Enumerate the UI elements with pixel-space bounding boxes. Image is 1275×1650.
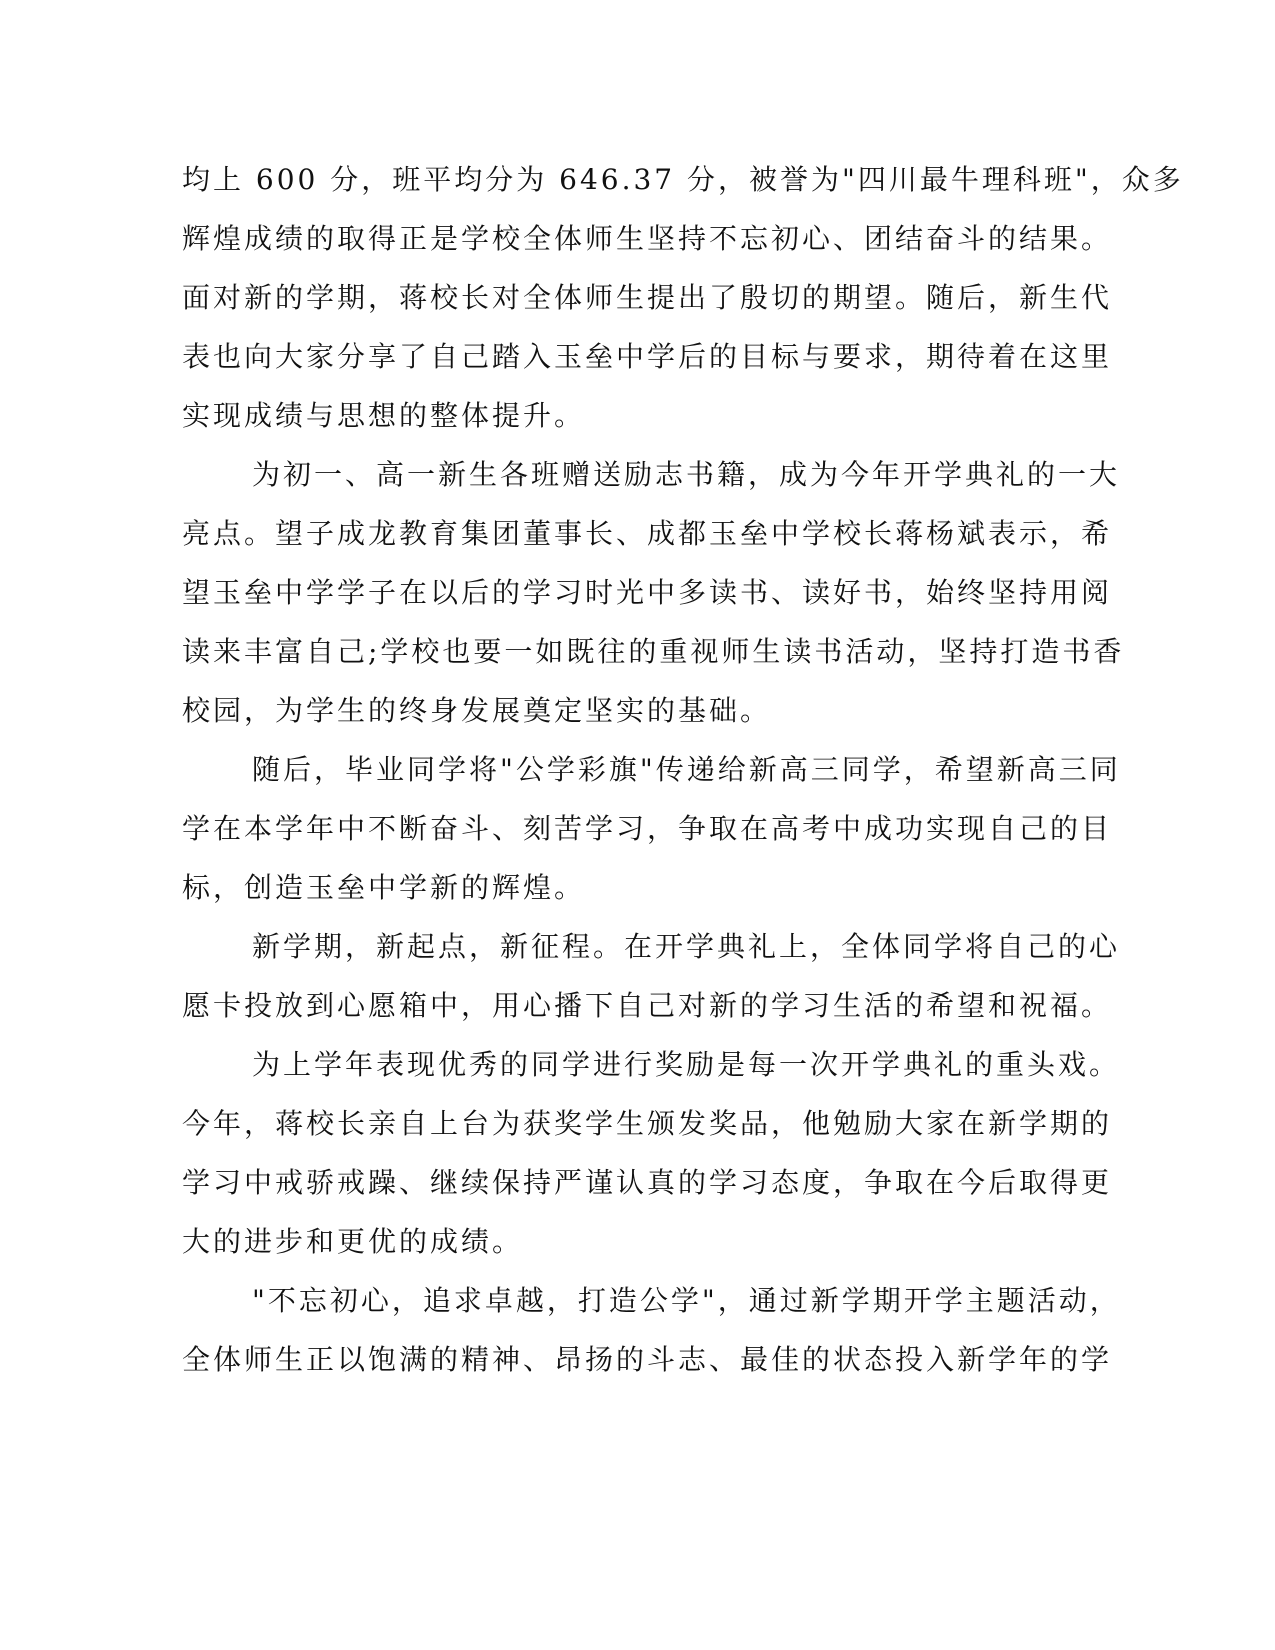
text-line: 均上 600 分，班平均分为 646.37 分，被誉为"四川最牛理科班"，众多 <box>182 163 1184 196</box>
text-line: 全体师生正以饱满的精神、昂扬的斗志、最佳的状态投入新学年的学 <box>182 1343 1113 1376</box>
text-line: 愿卡投放到心愿箱中，用心播下自己对新的学习生活的希望和祝福。 <box>182 989 1113 1022</box>
text-line: 学在本学年中不断奋斗、刻苦学习，争取在高考中成功实现自己的目 <box>182 812 1113 845</box>
text-line: 为初一、高一新生各班赠送励志书籍，成为今年开学典礼的一大 <box>252 458 1121 491</box>
text-line: 学习中戒骄戒躁、继续保持严谨认真的学习态度，争取在今后取得更 <box>182 1166 1113 1199</box>
paragraph-5 <box>182 1035 1121 1271</box>
paragraph-1 <box>182 150 1184 445</box>
text-line: 面对新的学期，蒋校长对全体师生提出了殷切的期望。随后，新生代 <box>182 281 1113 314</box>
text-line: 大的进步和更优的成绩。 <box>182 1225 524 1258</box>
text-line: 今年，蒋校长亲自上台为获奖学生颁发奖品，他勉励大家在新学期的 <box>182 1107 1113 1140</box>
text-line: "不忘初心，追求卓越，打造公学"，通过新学期开学主题活动， <box>252 1284 1121 1317</box>
text-line: 新学期，新起点，新征程。在开学典礼上，全体同学将自己的心 <box>252 930 1121 963</box>
text-line: 辉煌成绩的取得正是学校全体师生坚持不忘初心、团结奋斗的结果。 <box>182 222 1113 255</box>
text-line: 望玉垒中学学子在以后的学习时光中多读书、读好书，始终坚持用阅 <box>182 576 1113 609</box>
text-line: 标，创造玉垒中学新的辉煌。 <box>182 871 586 904</box>
text-line: 实现成绩与思想的整体提升。 <box>182 399 586 432</box>
text-line: 校园，为学生的终身发展奠定坚实的基础。 <box>182 694 772 727</box>
text-line: 随后，毕业同学将"公学彩旗"传递给新高三同学，希望新高三同 <box>252 753 1121 786</box>
text-line: 为上学年表现优秀的同学进行奖励是每一次开学典礼的重头戏。 <box>252 1048 1121 1081</box>
paragraph-4 <box>182 917 1121 1035</box>
paragraph-6 <box>182 1271 1121 1389</box>
paragraph-2 <box>182 445 1125 740</box>
text-line: 读来丰富自己;学校也要一如既往的重视师生读书活动，坚持打造书香 <box>182 635 1125 668</box>
text-line: 表也向大家分享了自己踏入玉垒中学后的目标与要求，期待着在这里 <box>182 340 1113 373</box>
text-line: 亮点。望子成龙教育集团董事长、成都玉垒中学校长蒋杨斌表示，希 <box>182 517 1113 550</box>
paragraph-3 <box>182 740 1121 917</box>
body-text <box>182 150 1184 1389</box>
